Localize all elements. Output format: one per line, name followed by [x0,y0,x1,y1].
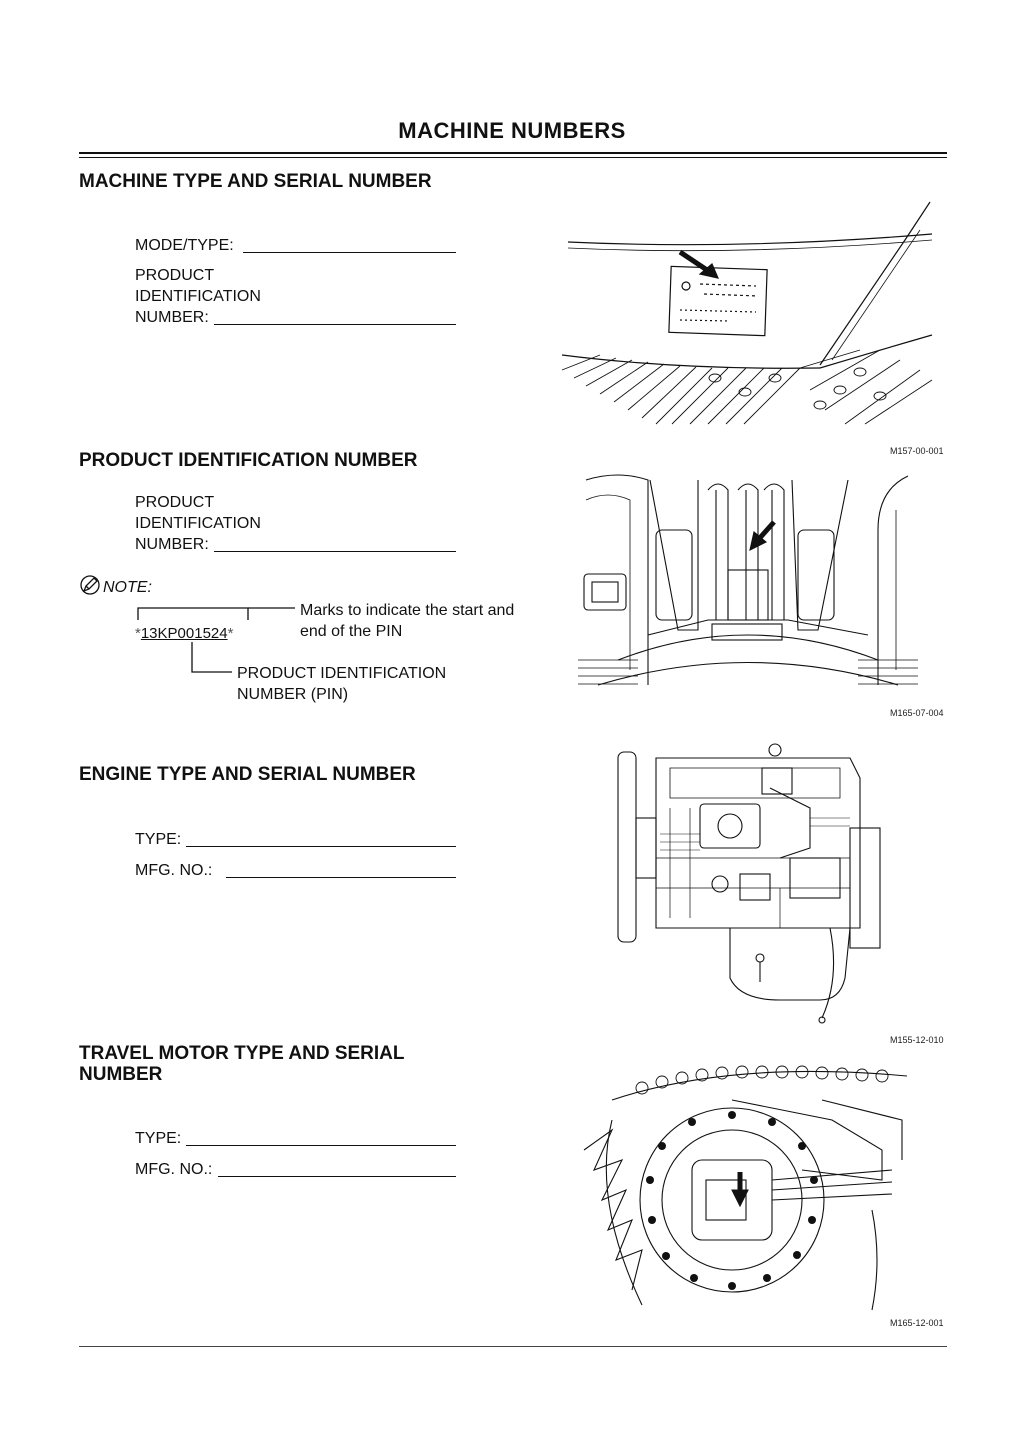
travel-mfg-field[interactable] [218,1176,456,1177]
title-rule [79,152,947,154]
pin-label-line1: PRODUCT [135,267,215,284]
engine-mfg-label: MFG. NO.: [135,862,213,879]
travel-heading-line1: TRAVEL MOTOR TYPE AND SERIAL [79,1043,405,1064]
note-label: NOTE: [103,579,152,596]
figure-caption-1: M157-00-001 [890,446,944,456]
pin2-label-line2: IDENTIFICATION [135,515,261,532]
pin-label-line3: NUMBER: [135,309,209,326]
pin-heading: PRODUCT IDENTIFICATION NUMBER [79,450,418,471]
boom-pin-figure [578,470,918,695]
engine-figure [610,738,890,1028]
page-title: MACHINE NUMBERS [398,118,626,143]
footer-rule [79,1346,947,1347]
travel-mfg-label: MFG. NO.: [135,1161,213,1178]
pin-desc-line2: NUMBER (PIN) [237,686,349,703]
pin-example-row [135,623,233,644]
pin-label-line2: IDENTIFICATION [135,288,261,305]
pointer-arrow-icon [750,522,774,550]
pin-example: 13KP001524 [140,625,228,642]
travel-type-field[interactable] [186,1145,456,1146]
engine-type-field[interactable] [186,846,456,847]
engine-heading: ENGINE TYPE AND SERIAL NUMBER [79,764,416,785]
pencil-icon [79,574,101,596]
travel-heading-line2: NUMBER [79,1064,163,1085]
machine-heading: MACHINE TYPE AND SERIAL NUMBER [79,171,432,192]
figure-caption-3: M155-12-010 [890,1035,944,1045]
pin-start-mark: * [135,625,141,642]
pin2-label-line1: PRODUCT [135,494,215,511]
figure-caption-2: M165-07-004 [890,708,944,718]
title-rule-thin [79,157,947,158]
pointer-arrow-icon [680,252,718,278]
travel-motor-figure [582,1060,912,1315]
figure-caption-4: M165-12-001 [890,1318,944,1328]
mode-type-field[interactable] [243,252,456,253]
engine-mfg-field[interactable] [226,877,456,878]
travel-type-label: TYPE: [135,1130,182,1147]
pin-desc-line1: PRODUCT IDENTIFICATION [237,665,447,682]
engine-type-label: TYPE: [135,831,182,848]
mode-type-label: MODE/TYPE: [135,237,234,254]
pin-end-mark: * [227,625,234,642]
machine-pin-field[interactable] [214,324,456,325]
pin2-label-line3: NUMBER: [135,536,209,553]
pin-field[interactable] [214,551,456,552]
machine-plate-figure [560,200,940,430]
marks-text-line2: end of the PIN [300,623,403,640]
marks-text-line1: Marks to indicate the start and [300,602,515,619]
